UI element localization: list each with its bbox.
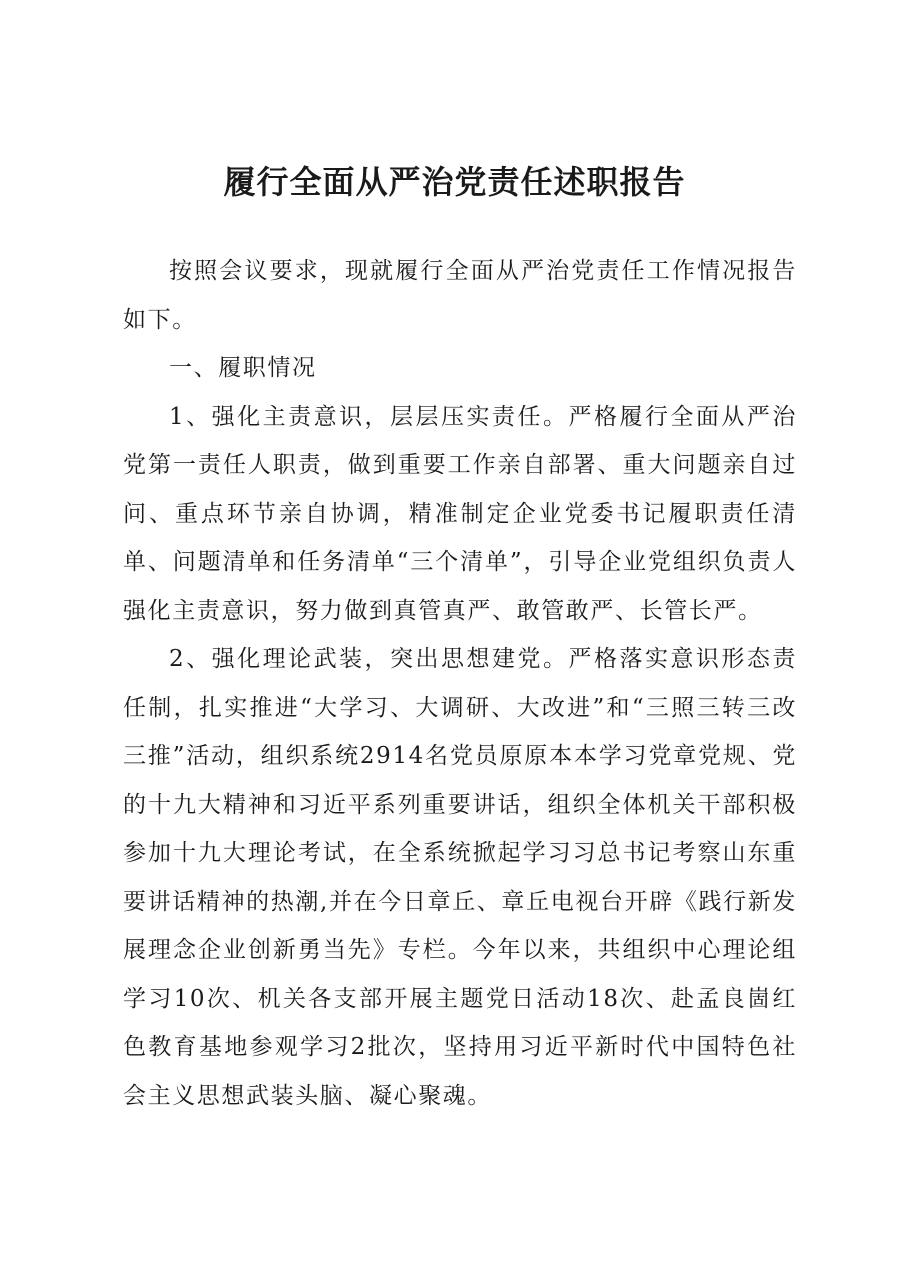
intro-paragraph: 按照会议要求，现就履行全面从严治党责任工作情况报告如下。 xyxy=(123,258,797,333)
section-heading: 一、履职情况 xyxy=(169,355,317,381)
document-title: 履行全面从严治党责任述职报告 xyxy=(223,163,686,201)
document-body xyxy=(123,247,797,1120)
paragraph-item-1: 1、强化主责意识，层层压实责任。严格履行全面从严治党第一责任人职责，做到重要工作亲自部署、重大问题亲自过问、重点环节亲自协调，精准制定企业党委书记履职责任清单、问题清单和任务清单“三个清单”，引导企业党组织负责人强化主责意识，努力做到真管真严、敢管敢严、长管长严。 xyxy=(123,403,797,624)
paragraph-item-2: 2、强化理论武装，突出思想建党。严格落实意识形态责任制，扎实推进“大学习、大调研、大改进”和“三照三转三改三推”活动，组织系统2914名党员原原本本学习党章党规、党的十九大精神和习近平系列重要讲话，组织全体机关干部积极参加十九大理论考试，在全系统掀起学习习总书记考察山东重要讲话精神的热潮,并在今日章丘、章丘电视台开辟《践行新发展理念企业创新勇当先》专栏。今年以来，共组织中心理论组学习10次、机关各支部开展主题党日活动18次、赴孟良崮红色教育基地参观学习2批次，坚持用习近平新时代中国特色社会主义思想武装头脑、凝心聚魂。 xyxy=(123,646,797,1109)
